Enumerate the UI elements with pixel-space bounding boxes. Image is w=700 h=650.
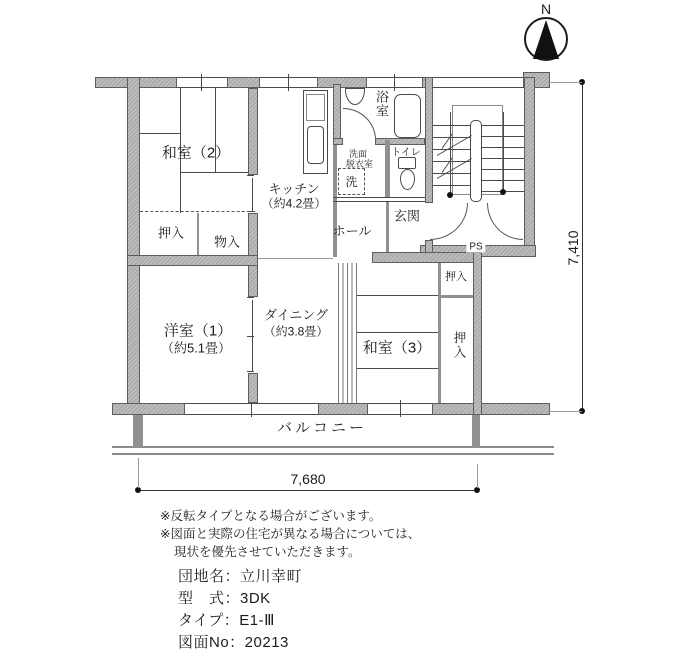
wall-oshiire3-divider <box>438 295 473 298</box>
wall-left <box>127 77 140 415</box>
stair-arrow-start-dot <box>500 189 506 195</box>
dimension-height-label: 7,410 <box>565 230 581 266</box>
dimension-ext-line <box>548 411 582 412</box>
fusuma-track-column <box>338 263 357 403</box>
wall-bath-bottom-a <box>333 138 343 145</box>
room-label-bathroom: 浴室 <box>374 90 389 118</box>
room-label-oshiire-nw: 押入 <box>157 225 185 241</box>
room-label-kitchen: キッチン <box>268 181 320 197</box>
tatami-line <box>180 172 248 173</box>
room-label-yoshitsu1-size: （約5.1畳） <box>160 340 232 356</box>
window-tick <box>288 74 289 91</box>
note-line-2: ※図面と実際の住宅が異なる場合については、 <box>160 527 421 541</box>
tatami-line <box>357 368 438 369</box>
room-label-yoshitsu1: 洋室（1） <box>163 322 233 340</box>
balcony-rail-lower <box>112 453 554 455</box>
sliding-door-tick <box>247 371 254 372</box>
room-label-dining-size: （約3.8畳） <box>263 324 329 339</box>
sliding-door-tick <box>247 211 254 212</box>
room-label-oshiire-e: 押入 <box>452 331 466 360</box>
stair-step <box>433 125 470 126</box>
stair-up-arrow-left <box>450 112 451 195</box>
sliding-door-tick <box>247 297 254 298</box>
wall-kitchen-bath <box>333 84 341 145</box>
room-label-monoire: 物入 <box>213 234 241 250</box>
room-label-washitsu3: 和室（3） <box>362 339 432 357</box>
room-label-hall: ホール <box>332 223 372 239</box>
wall-bottom-a <box>112 403 185 415</box>
wall-mid-4 <box>248 373 258 403</box>
wall-stair-right <box>524 77 535 257</box>
room-label-kitchen-size: （約4.2畳） <box>261 196 327 211</box>
laundry-label: 洗 <box>345 175 358 189</box>
room-label-balcony: バルコニー <box>276 419 368 437</box>
kitchen-dining-boundary <box>258 258 333 259</box>
info-drawing-number: 図面No：20213 <box>178 634 289 650</box>
note-line-3: 現状を優先させていただきます。 <box>174 545 361 559</box>
tatami-line <box>357 295 438 296</box>
wall-entry-upper <box>425 77 433 203</box>
info-danchi-name: 団地名：立川幸町 <box>178 568 303 585</box>
room-label-washitsu2: 和室（2） <box>161 144 231 162</box>
sliding-door-tick <box>247 175 254 176</box>
window-tick <box>400 400 401 417</box>
sliding-door-washitsu2 <box>252 178 253 211</box>
dimension-ext-line <box>548 82 582 83</box>
wall-closet-divider <box>197 213 199 255</box>
window-tick <box>201 74 202 91</box>
stair-arrow-start-dot <box>447 192 453 198</box>
wall-senmen-toilet <box>385 140 390 197</box>
entry-door-arc-unit <box>430 203 468 240</box>
toilet-bowl <box>400 169 415 190</box>
stair-step <box>433 185 470 186</box>
wall-hall-genkan <box>386 201 389 252</box>
wall-hall-bottom <box>372 252 482 263</box>
tatami-line <box>357 332 438 333</box>
balcony-post-right <box>472 415 480 448</box>
genkan-step-line-2 <box>333 201 425 202</box>
room-label-oshiire-ne: 押入 <box>445 271 467 283</box>
note-line-1: ※反転タイプとなる場合がございます。 <box>160 509 382 523</box>
wash-basin <box>345 88 365 105</box>
dimension-ext-line <box>138 458 139 488</box>
window-washitsu2 <box>177 77 227 88</box>
room-label-senmen-2: 脱衣室 <box>346 159 374 169</box>
dimension-line-horizontal <box>138 490 477 491</box>
wall-mid-1 <box>248 88 258 175</box>
info-plan-type: タイプ：E1-Ⅲ <box>178 612 275 629</box>
wall-closet-bottom <box>127 255 258 266</box>
tatami-line <box>140 133 180 134</box>
kitchen-sink <box>307 126 324 164</box>
balcony-post-left <box>133 415 143 448</box>
stair-center-rail <box>470 120 482 202</box>
kitchen-counter-top <box>306 94 325 121</box>
dimension-ext-line <box>477 464 478 488</box>
laundry-pan <box>338 168 365 195</box>
window-tick <box>394 74 395 91</box>
window-stairwell <box>433 77 523 88</box>
stair-step <box>433 149 470 150</box>
wall-bottom-b <box>318 403 368 415</box>
stair-step <box>433 173 470 174</box>
wall-bottom-c <box>432 403 550 415</box>
room-label-genkan: 玄関 <box>393 208 421 224</box>
room-label-toilet: トイレ <box>391 147 421 159</box>
toilet-tank <box>398 157 416 169</box>
north-label: N <box>540 1 552 17</box>
wall-top-b <box>227 77 260 88</box>
wall-top-c <box>317 77 367 88</box>
balcony-rail-upper <box>112 446 554 448</box>
wall-oshiire3-left <box>438 263 441 403</box>
sliding-door-tick <box>247 336 254 337</box>
entry-door-arc-neighbor <box>487 203 523 240</box>
genkan-step-line-1 <box>333 197 425 198</box>
wall-mid-3 <box>248 263 258 297</box>
dimension-line-vertical <box>582 82 583 411</box>
closet-fusuma-dashed <box>140 211 255 212</box>
bathtub <box>394 94 421 138</box>
info-layout-type: 型 式：3DK <box>178 590 271 607</box>
room-label-senmen-1: 洗面 <box>349 149 368 159</box>
dimension-width-label: 7,680 <box>290 471 326 487</box>
wall-oshiire-right <box>473 252 482 415</box>
room-label-ps: PS <box>466 242 485 253</box>
room-label-dining: ダイニング <box>264 307 328 323</box>
stair-up-arrow-right <box>503 112 504 192</box>
